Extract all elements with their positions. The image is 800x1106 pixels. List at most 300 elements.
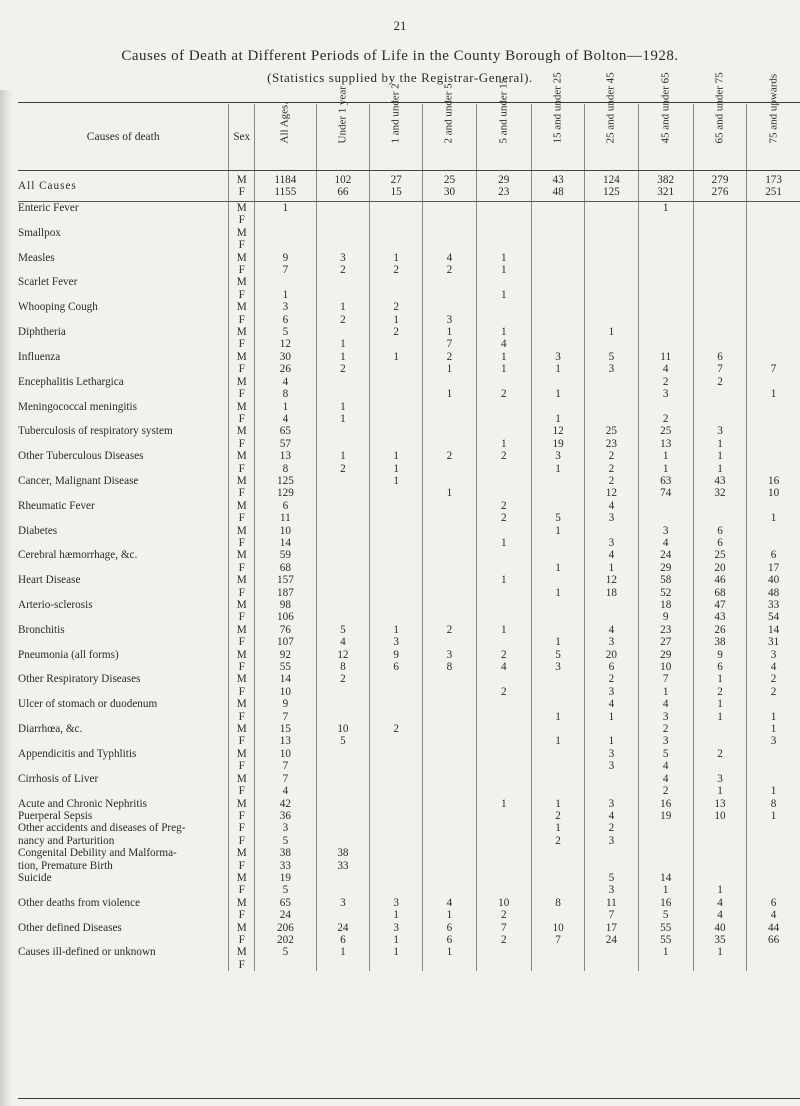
value-cell — [476, 748, 531, 760]
cause-label: Arterio-sclerosis — [18, 599, 93, 611]
sex-cell: M — [229, 326, 255, 338]
value-cell: 2 — [747, 686, 800, 698]
cause-label — [18, 239, 229, 251]
value-cell — [693, 760, 746, 772]
value-cell: 19 — [255, 872, 317, 884]
value-cell: 3 — [747, 649, 800, 661]
table-row — [18, 214, 800, 226]
value-cell — [476, 636, 531, 648]
value-cell: 55 — [638, 922, 693, 934]
value-cell — [531, 760, 584, 772]
sex-cell: M — [229, 922, 255, 934]
all-causes-row — [18, 171, 800, 202]
value-cell: 74 — [638, 487, 693, 499]
sex-cell: F — [229, 537, 255, 549]
cause-label: Diphtheria — [18, 326, 66, 339]
value-cell: 23 — [638, 624, 693, 636]
value-cell — [693, 276, 746, 288]
sex-cell: M — [229, 475, 255, 487]
value-cell — [423, 214, 476, 226]
value-cell: 3 — [370, 922, 423, 934]
value-cell: 1 — [638, 463, 693, 475]
value-cell: 5 — [255, 835, 317, 847]
value-cell — [585, 239, 638, 251]
value-cell — [585, 599, 638, 611]
value-cell: 35 — [693, 934, 746, 946]
cause-label: Other Tuberculous Diseases — [18, 450, 144, 463]
value-cell — [476, 463, 531, 475]
sex-cell: M — [229, 450, 255, 462]
value-cell: 2 — [531, 835, 584, 847]
value-cell — [423, 401, 476, 413]
sex-cell: M — [229, 351, 255, 363]
sex-cell: F — [229, 264, 255, 276]
value-cell — [370, 810, 423, 822]
value-cell — [531, 785, 584, 797]
value-cell: 5 — [638, 909, 693, 921]
value-cell — [747, 438, 800, 450]
value-cell: 9 — [255, 252, 317, 264]
value-cell — [423, 735, 476, 747]
value-cell — [747, 773, 800, 785]
value-cell — [585, 227, 638, 239]
value-cell — [316, 475, 369, 487]
value-cell — [370, 202, 423, 215]
value-cell: 1 — [316, 946, 369, 958]
table-row — [18, 636, 800, 648]
table-row — [18, 860, 800, 872]
value-cell: 26 — [693, 624, 746, 636]
cause-label: Other accidents and diseases of Preg- — [18, 822, 186, 835]
value-cell: 1 — [370, 475, 423, 487]
value-cell: 1 — [531, 587, 584, 599]
all-causes-cell — [747, 171, 800, 202]
value-cell — [531, 686, 584, 698]
value-cell — [638, 401, 693, 413]
value-cell: 1 — [693, 785, 746, 797]
sex-cell: F — [229, 611, 255, 623]
all-causes-sex — [229, 171, 255, 202]
value-cell — [423, 227, 476, 239]
value-cell — [585, 413, 638, 425]
header-age-4 — [476, 77, 531, 171]
value-cell — [370, 611, 423, 623]
value-cell — [531, 959, 584, 971]
sex-cell: M — [229, 698, 255, 710]
value-cell: 2 — [585, 463, 638, 475]
value-cell — [585, 773, 638, 785]
value-cell: 6 — [316, 934, 369, 946]
value-cell — [531, 376, 584, 388]
value-cell: 68 — [693, 587, 746, 599]
value-cell — [423, 587, 476, 599]
value-cell — [693, 214, 746, 226]
sex-cell: M — [229, 301, 255, 313]
value-cell — [638, 835, 693, 847]
value-cell — [423, 376, 476, 388]
value-cell — [423, 599, 476, 611]
value-cell: 12 — [255, 338, 317, 350]
value-cell: 17 — [585, 922, 638, 934]
cause-label — [18, 363, 229, 375]
value-cell: 3 — [585, 884, 638, 896]
cell-f: 23 — [498, 186, 510, 198]
header-age-3 — [423, 82, 476, 171]
value-cell — [370, 388, 423, 400]
value-cell: 3 — [531, 450, 584, 462]
cause-label — [18, 463, 229, 475]
value-cell — [747, 425, 800, 437]
value-cell — [585, 401, 638, 413]
value-cell: 8 — [531, 897, 584, 909]
cause-label — [18, 760, 229, 772]
cause-label: Whooping Cough — [18, 301, 98, 314]
value-cell: 2 — [638, 785, 693, 797]
value-cell: 16 — [747, 475, 800, 487]
cell-m: 279 — [711, 173, 729, 186]
value-cell: 47 — [693, 599, 746, 611]
value-cell — [316, 587, 369, 599]
value-cell: 2 — [585, 450, 638, 462]
value-cell: 4 — [585, 624, 638, 636]
value-cell: 1 — [693, 884, 746, 896]
header-age-label: 65 and under 75 — [713, 71, 726, 143]
value-cell: 6 — [423, 922, 476, 934]
table-row — [18, 760, 800, 772]
value-cell: 2 — [476, 500, 531, 512]
value-cell — [370, 549, 423, 561]
value-cell — [476, 202, 531, 215]
cell-f: 15 — [390, 186, 402, 198]
value-cell: 11 — [638, 351, 693, 363]
value-cell: 38 — [693, 636, 746, 648]
top-rule — [18, 102, 800, 103]
all-causes-cell — [638, 171, 693, 202]
value-cell: 12 — [585, 487, 638, 499]
table-row — [18, 475, 800, 487]
value-cell: 2 — [693, 748, 746, 760]
value-cell — [531, 673, 584, 685]
table-row — [18, 661, 800, 673]
value-cell — [316, 326, 369, 338]
table-row — [18, 773, 800, 785]
value-cell — [638, 822, 693, 834]
header-age-label: 25 and under 45 — [604, 71, 617, 143]
value-cell — [423, 748, 476, 760]
value-cell: 2 — [476, 686, 531, 698]
value-cell: 13 — [255, 735, 317, 747]
value-cell — [370, 959, 423, 971]
value-cell: 24 — [255, 909, 317, 921]
value-cell — [423, 512, 476, 524]
value-cell — [476, 872, 531, 884]
value-cell — [423, 810, 476, 822]
value-cell: 5 — [531, 649, 584, 661]
value-cell — [370, 289, 423, 301]
value-cell — [316, 549, 369, 561]
value-cell — [638, 500, 693, 512]
value-cell — [747, 326, 800, 338]
cause-label: Tuberculosis of respiratory system — [18, 425, 173, 438]
sex-cell: M — [229, 872, 255, 884]
value-cell: 1 — [316, 351, 369, 363]
value-cell — [747, 525, 800, 537]
value-cell: 27 — [638, 636, 693, 648]
value-cell: 4 — [423, 897, 476, 909]
value-cell — [316, 872, 369, 884]
value-cell: 157 — [255, 574, 317, 586]
value-cell — [638, 959, 693, 971]
header-age-label: 45 and under 65 — [659, 71, 672, 143]
table-row — [18, 897, 800, 909]
value-cell — [423, 798, 476, 810]
value-cell: 4 — [638, 698, 693, 710]
value-cell: 9 — [255, 698, 317, 710]
value-cell: 106 — [255, 611, 317, 623]
value-cell — [585, 723, 638, 735]
value-cell: 3 — [585, 363, 638, 375]
value-cell — [316, 512, 369, 524]
sex-cell: F — [229, 363, 255, 375]
cause-label: Scarlet Fever — [18, 276, 78, 289]
value-cell — [423, 884, 476, 896]
value-cell — [638, 860, 693, 872]
value-cell: 1 — [370, 946, 423, 958]
value-cell — [476, 276, 531, 288]
table-row — [18, 649, 800, 661]
table-row — [18, 227, 800, 239]
table-row — [18, 872, 800, 884]
value-cell: 40 — [747, 574, 800, 586]
value-cell — [585, 785, 638, 797]
value-cell: 2 — [476, 909, 531, 921]
value-cell — [585, 860, 638, 872]
value-cell — [693, 872, 746, 884]
value-cell — [747, 860, 800, 872]
sex-cell: F — [229, 314, 255, 326]
value-cell — [693, 735, 746, 747]
value-cell: 1 — [531, 735, 584, 747]
value-cell: 38 — [255, 847, 317, 859]
cause-label — [18, 562, 229, 574]
value-cell: 48 — [747, 587, 800, 599]
cause-label — [18, 785, 229, 797]
value-cell — [316, 562, 369, 574]
value-cell: 9 — [693, 649, 746, 661]
cell-m: 29 — [498, 173, 510, 186]
value-cell: 1 — [370, 351, 423, 363]
value-cell — [476, 314, 531, 326]
value-cell — [370, 363, 423, 375]
value-cell — [476, 959, 531, 971]
value-cell: 2 — [585, 673, 638, 685]
sex-cell: F — [229, 338, 255, 350]
value-cell — [370, 748, 423, 760]
value-cell: 4 — [585, 698, 638, 710]
value-cell: 52 — [638, 587, 693, 599]
value-cell — [531, 549, 584, 561]
sex-cell: F — [229, 860, 255, 872]
value-cell: 1 — [585, 735, 638, 747]
value-cell: 3 — [423, 314, 476, 326]
value-cell: 4 — [316, 636, 369, 648]
value-cell: 2 — [476, 512, 531, 524]
table-row — [18, 562, 800, 574]
value-cell — [531, 475, 584, 487]
value-cell — [370, 276, 423, 288]
value-cell: 1 — [423, 388, 476, 400]
value-cell — [747, 748, 800, 760]
cause-label — [18, 289, 229, 301]
value-cell — [370, 413, 423, 425]
value-cell — [531, 946, 584, 958]
value-cell — [585, 301, 638, 313]
value-cell — [476, 475, 531, 487]
value-cell: 10 — [476, 897, 531, 909]
value-cell: 7 — [638, 673, 693, 685]
value-cell — [370, 512, 423, 524]
value-cell — [531, 773, 584, 785]
value-cell — [370, 599, 423, 611]
value-cell: 4 — [747, 661, 800, 673]
cause-label: Enteric Fever — [18, 202, 79, 214]
value-cell: 14 — [747, 624, 800, 636]
sex-cell: F — [229, 438, 255, 450]
value-cell — [370, 673, 423, 685]
cell-f: 1155 — [274, 186, 297, 198]
value-cell: 63 — [638, 475, 693, 487]
value-cell — [747, 450, 800, 462]
value-cell: 1 — [476, 624, 531, 636]
sex-cell: M — [229, 574, 255, 586]
sex-cell: F — [229, 413, 255, 425]
value-cell — [423, 276, 476, 288]
value-cell: 4 — [638, 363, 693, 375]
value-cell — [747, 314, 800, 326]
table-row — [18, 425, 800, 437]
value-cell: 7 — [255, 773, 317, 785]
value-cell: 2 — [585, 822, 638, 834]
cause-label — [18, 884, 229, 896]
value-cell: 1 — [316, 450, 369, 462]
value-cell — [693, 835, 746, 847]
value-cell: 5 — [585, 872, 638, 884]
value-cell — [693, 822, 746, 834]
value-cell: 1 — [370, 252, 423, 264]
value-cell: 1 — [693, 673, 746, 685]
value-cell — [476, 810, 531, 822]
value-cell: 1 — [585, 711, 638, 723]
cell-m: 382 — [657, 173, 675, 186]
sex-cell: M — [229, 673, 255, 685]
value-cell — [693, 860, 746, 872]
value-cell — [693, 338, 746, 350]
value-cell: 65 — [255, 425, 317, 437]
value-cell — [638, 314, 693, 326]
value-cell — [531, 748, 584, 760]
cause-label: Pneumonia (all forms) — [18, 648, 119, 661]
value-cell: 57 — [255, 438, 317, 450]
value-cell — [476, 301, 531, 313]
value-cell: 1 — [531, 388, 584, 400]
value-cell: 1 — [531, 525, 584, 537]
value-cell: 4 — [638, 760, 693, 772]
value-cell: 1 — [531, 363, 584, 375]
value-cell — [747, 760, 800, 772]
value-cell — [423, 425, 476, 437]
value-cell — [370, 214, 423, 226]
sex-cell: F — [229, 562, 255, 574]
table-row — [18, 301, 800, 313]
value-cell: 8 — [423, 661, 476, 673]
value-cell: 14 — [638, 872, 693, 884]
value-cell: 16 — [638, 798, 693, 810]
sex-cell: F — [229, 711, 255, 723]
value-cell — [370, 872, 423, 884]
value-cell: 1 — [476, 289, 531, 301]
value-cell — [370, 773, 423, 785]
value-cell: 11 — [255, 512, 317, 524]
value-cell — [476, 847, 531, 859]
value-cell — [316, 822, 369, 834]
value-cell — [531, 599, 584, 611]
value-cell: 7 — [423, 338, 476, 350]
table-row — [18, 438, 800, 450]
value-cell: 1 — [476, 351, 531, 363]
header-age-8 — [693, 71, 746, 171]
value-cell: 5 — [255, 326, 317, 338]
value-cell — [423, 413, 476, 425]
value-cell: 16 — [638, 897, 693, 909]
value-cell: 206 — [255, 922, 317, 934]
header-age-label: 1 and under 2 — [389, 82, 402, 143]
value-cell — [585, 214, 638, 226]
page-subtitle: (Statistics supplied by the Registrar-General). — [267, 70, 533, 85]
value-cell: 66 — [747, 934, 800, 946]
table-row — [18, 611, 800, 623]
value-cell — [531, 624, 584, 636]
value-cell — [255, 239, 317, 251]
value-cell — [316, 537, 369, 549]
value-cell: 5 — [255, 884, 317, 896]
value-cell: 4 — [693, 897, 746, 909]
value-cell: 2 — [693, 686, 746, 698]
value-cell — [747, 822, 800, 834]
value-cell: 12 — [316, 649, 369, 661]
cause-label: Diarrhœa, &c. — [18, 723, 83, 736]
cause-label: Measles — [18, 251, 55, 264]
value-cell — [370, 227, 423, 239]
value-cell: 1 — [638, 686, 693, 698]
value-cell — [638, 214, 693, 226]
sex-cell: M — [229, 773, 255, 785]
value-cell: 10 — [255, 525, 317, 537]
value-cell: 3 — [370, 636, 423, 648]
value-cell — [747, 698, 800, 710]
value-cell — [316, 388, 369, 400]
value-cell: 15 — [255, 723, 317, 735]
cause-label: Puerperal Sepsis — [18, 809, 93, 822]
value-cell — [423, 835, 476, 847]
value-cell — [693, 202, 746, 215]
value-cell: 4 — [747, 909, 800, 921]
header-age-label: Under 1 year — [336, 85, 349, 143]
value-cell — [585, 376, 638, 388]
value-cell — [585, 525, 638, 537]
value-cell — [476, 239, 531, 251]
table-row — [18, 338, 800, 350]
table-row — [18, 239, 800, 251]
